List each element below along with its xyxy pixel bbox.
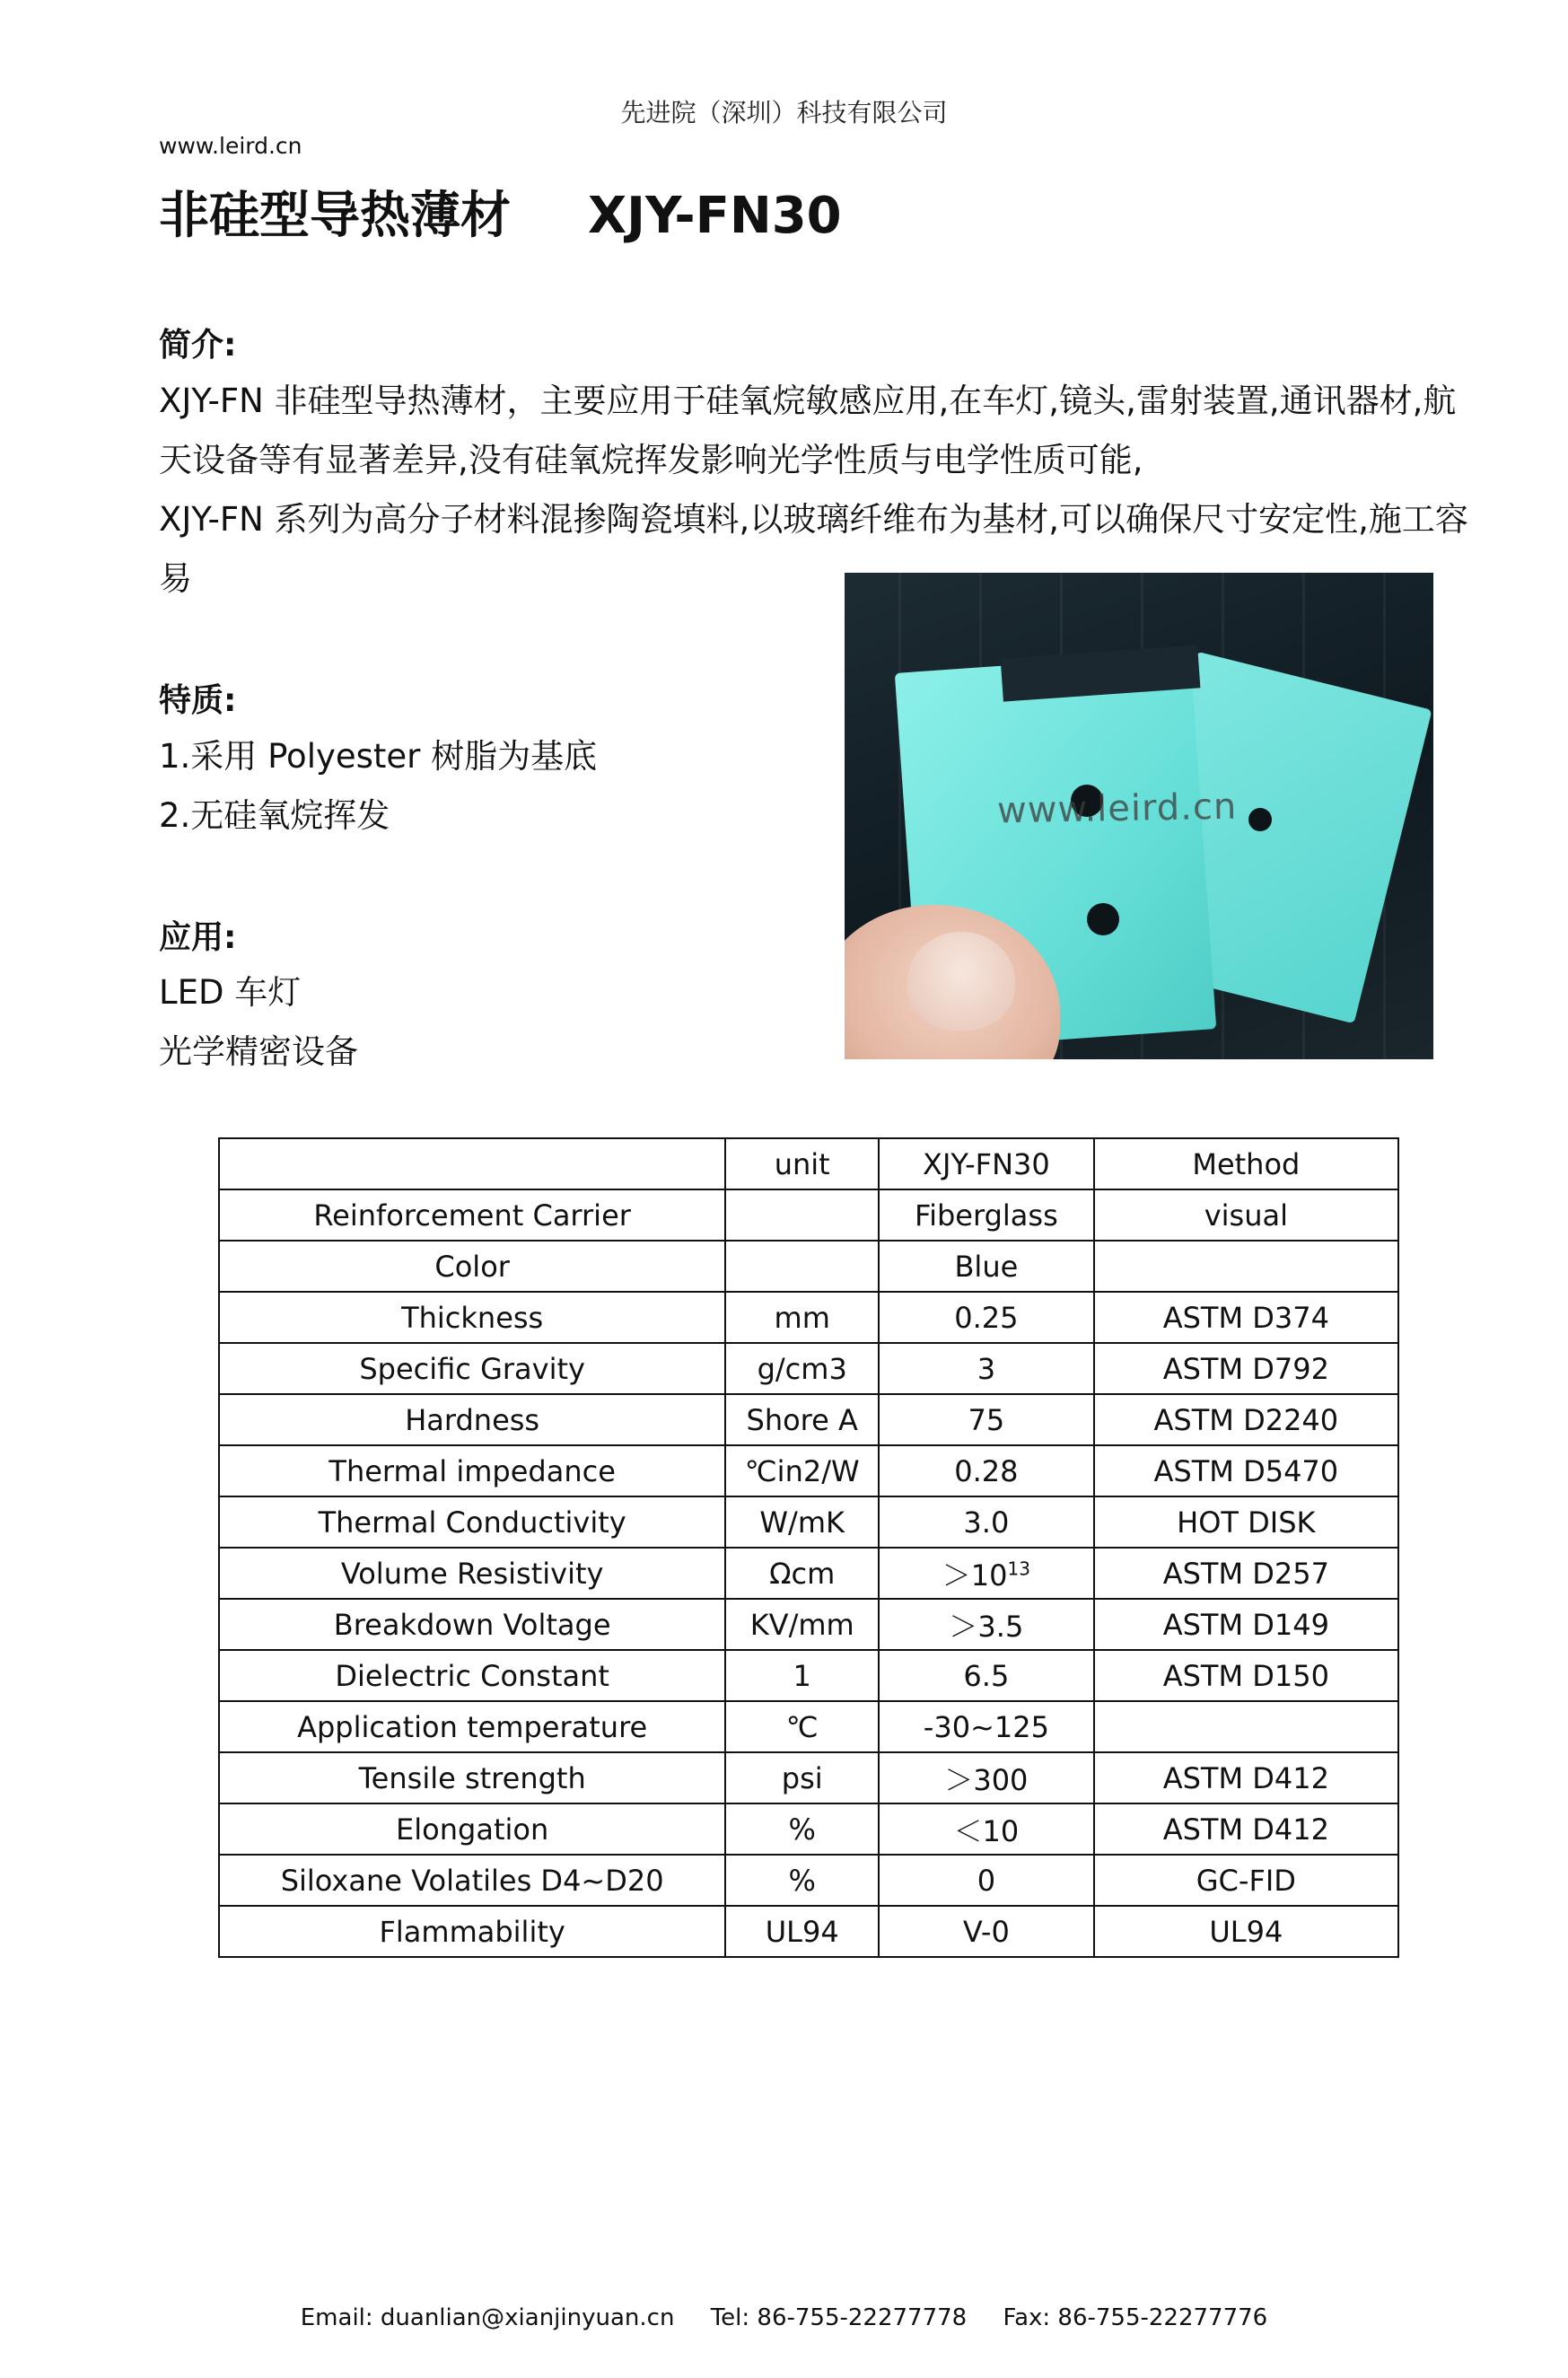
table-cell-text: % <box>788 1863 816 1898</box>
table-row <box>219 1548 1398 1599</box>
table-cell-text: HOT DISK <box>1177 1505 1316 1540</box>
table-header-cell: Method <box>1094 1138 1398 1189</box>
table-row <box>219 1599 1398 1650</box>
table-cell <box>1094 1650 1398 1701</box>
table-cell <box>219 1599 725 1650</box>
table-cell <box>1094 1906 1398 1957</box>
application-item: 光学精密设备 <box>159 1032 358 1071</box>
table-header-cell: unit <box>725 1138 879 1189</box>
table-cell <box>725 1241 879 1292</box>
title-model: XJY-FN30 <box>588 187 842 245</box>
table-cell-text: ASTM D792 <box>1162 1351 1329 1386</box>
features-heading: 特质: <box>159 682 237 719</box>
table-cell-text: ASTM D374 <box>1162 1300 1329 1335</box>
table-header-cell <box>219 1138 725 1189</box>
table-row <box>219 1241 1398 1292</box>
table-row <box>219 1752 1398 1803</box>
footer-email: Email: duanlian@xianjinyuan.cn <box>300 2304 675 2331</box>
table-cell-text: ＞10 <box>942 1558 1008 1593</box>
table-cell-text: ASTM D5470 <box>1153 1453 1339 1488</box>
table-cell <box>1094 1752 1398 1803</box>
table-cell <box>879 1292 1094 1343</box>
table-cell <box>219 1292 725 1343</box>
features-list <box>159 727 597 846</box>
table-cell <box>1094 1292 1398 1343</box>
page-title <box>159 176 842 248</box>
table-cell <box>879 1855 1094 1906</box>
table-cell <box>879 1803 1094 1855</box>
fingernail <box>907 932 1015 1031</box>
table-cell-text: ASTM D412 <box>1162 1812 1329 1847</box>
table-cell <box>725 1752 879 1803</box>
table-cell <box>725 1394 879 1445</box>
table-cell-text: UL94 <box>765 1914 839 1949</box>
table-cell-text: 75 <box>968 1402 1005 1437</box>
website-link[interactable]: www.leird.cn <box>159 133 302 159</box>
table-cell-text: Shore A <box>746 1402 858 1437</box>
product-photo <box>845 573 1433 1059</box>
table-cell-text: % <box>788 1812 816 1847</box>
table-cell-text: V-0 <box>962 1914 1010 1949</box>
table-cell-text: ℃ <box>785 1709 819 1744</box>
table-cell <box>1094 1241 1398 1292</box>
table-cell <box>879 1650 1094 1701</box>
exponent: 13 <box>1007 1557 1030 1579</box>
table-cell-text: ASTM D257 <box>1162 1556 1329 1591</box>
table-cell-text: Hardness <box>405 1402 540 1437</box>
table-header-row <box>219 1138 1398 1189</box>
intro-heading: 简介: <box>159 327 237 364</box>
table-cell-text: 3 <box>977 1351 996 1386</box>
application-item: LED 车灯 <box>159 973 302 1012</box>
table-row <box>219 1189 1398 1241</box>
table-cell <box>1094 1343 1398 1394</box>
table-row <box>219 1803 1398 1855</box>
intro-paragraph-1: XJY-FN 非硅型导热薄材，主要应用于硅氧烷敏感应用,在车灯,镜头,雷射装置,通讯器材,航天设备等有显著差异,没有硅氧烷挥发影响光学性质与电学性质可能, <box>159 382 1457 479</box>
table-cell-text: ASTM D150 <box>1162 1658 1329 1693</box>
table-cell <box>879 1241 1094 1292</box>
table-cell-text: Flammability <box>379 1914 565 1949</box>
table-cell <box>879 1906 1094 1957</box>
table-cell <box>1094 1445 1398 1496</box>
table-cell-text: KV/mm <box>749 1607 854 1642</box>
footer-tel: Tel: 86-755-22277778 <box>710 2304 968 2331</box>
table-row <box>219 1650 1398 1701</box>
table-cell <box>219 1906 725 1957</box>
table-cell <box>725 1189 879 1241</box>
table-row <box>219 1292 1398 1343</box>
table-cell <box>879 1752 1094 1803</box>
table-cell-text: psi <box>781 1760 823 1795</box>
footer-fax: Fax: 86-755-22277776 <box>1003 2304 1268 2331</box>
table-cell <box>219 1855 725 1906</box>
title-product-name: 非硅型导热薄材 <box>159 187 511 245</box>
table-cell <box>1094 1701 1398 1752</box>
table-cell <box>879 1599 1094 1650</box>
table-cell-text: 1 <box>793 1658 811 1693</box>
table-cell <box>879 1394 1094 1445</box>
table-cell-text: visual <box>1204 1198 1288 1233</box>
table-cell <box>219 1343 725 1394</box>
table-row <box>219 1496 1398 1548</box>
table-cell <box>879 1496 1094 1548</box>
table-cell <box>1094 1855 1398 1906</box>
table-cell-text: 0 <box>977 1863 996 1898</box>
table-row <box>219 1701 1398 1752</box>
applications-heading: 应用: <box>159 919 237 956</box>
table-cell <box>879 1548 1094 1599</box>
company-name: 先进院（深圳）科技有限公司 <box>620 98 948 127</box>
table-cell <box>725 1855 879 1906</box>
table-cell <box>725 1701 879 1752</box>
table-row <box>219 1906 1398 1957</box>
table-cell <box>219 1394 725 1445</box>
applications-list <box>159 963 358 1082</box>
table-row <box>219 1343 1398 1394</box>
table-cell <box>725 1599 879 1650</box>
feature-item: 2.无硅氧烷挥发 <box>159 796 390 835</box>
table-cell-text: g/cm3 <box>757 1351 847 1386</box>
table-cell-text: ＜10 <box>953 1813 1020 1848</box>
table-cell <box>219 1445 725 1496</box>
table-cell-text: ＞300 <box>944 1762 1029 1797</box>
table-cell-text: 0.28 <box>954 1453 1019 1488</box>
table-cell-text: ASTM D149 <box>1162 1607 1329 1642</box>
table-cell <box>725 1292 879 1343</box>
table-cell-text: W/mK <box>759 1505 845 1540</box>
table-cell <box>1094 1394 1398 1445</box>
table-cell-text: Specific Gravity <box>359 1351 585 1386</box>
table-cell <box>219 1189 725 1241</box>
table-cell <box>725 1548 879 1599</box>
table-cell-text: Siloxane Volatiles D4~D20 <box>280 1863 664 1898</box>
photo-watermark: www.leird.cn <box>996 785 1238 832</box>
table-cell-text: Blue <box>954 1249 1019 1284</box>
table-cell <box>219 1241 725 1292</box>
table-cell-text: Volume Resistivity <box>340 1556 604 1591</box>
table-cell-text: Thermal impedance <box>328 1453 616 1488</box>
table-cell <box>219 1650 725 1701</box>
table-cell-text: Thermal Conductivity <box>318 1505 626 1540</box>
table-cell-text: Ωcm <box>769 1556 836 1591</box>
table-cell-text: 0.25 <box>954 1300 1019 1335</box>
table-row <box>219 1855 1398 1906</box>
table-cell <box>219 1548 725 1599</box>
table-cell <box>879 1343 1094 1394</box>
table-cell <box>879 1445 1094 1496</box>
pad-hole <box>1087 903 1119 935</box>
table-cell-text: Thickness <box>401 1300 544 1335</box>
table-cell-text: 6.5 <box>963 1658 1010 1693</box>
spec-table <box>218 1137 1399 1958</box>
table-cell <box>1094 1803 1398 1855</box>
table-cell <box>725 1650 879 1701</box>
table-row <box>219 1445 1398 1496</box>
table-cell-text: ℃in2/W <box>744 1453 860 1488</box>
table-cell-text: Breakdown Voltage <box>333 1607 611 1642</box>
table-cell-text: Fiberglass <box>915 1198 1058 1233</box>
table-cell <box>725 1803 879 1855</box>
table-cell-text: ASTM D412 <box>1162 1760 1329 1795</box>
table-cell <box>1094 1548 1398 1599</box>
intro-paragraph-2: XJY-FN 系列为高分子材料混掺陶瓷填料,以玻璃纤维布为基材,可以确保尺寸安定性,施工容易 <box>159 500 1468 598</box>
table-cell-text: Tensile strength <box>358 1760 586 1795</box>
table-header-cell: XJY-FN30 <box>879 1138 1094 1189</box>
table-cell <box>1094 1599 1398 1650</box>
table-cell-text: ＞3.5 <box>949 1609 1024 1644</box>
table-cell-text: GC-FID <box>1196 1863 1296 1898</box>
table-cell-text: Dielectric Constant <box>335 1658 609 1693</box>
table-cell-text: UL94 <box>1209 1914 1283 1949</box>
table-cell <box>879 1189 1094 1241</box>
table-cell <box>219 1496 725 1548</box>
table-cell <box>725 1906 879 1957</box>
table-cell <box>725 1343 879 1394</box>
table-cell-text: Elongation <box>396 1812 549 1847</box>
table-cell-text: mm <box>774 1300 830 1335</box>
table-cell <box>219 1803 725 1855</box>
table-cell-text: Application temperature <box>297 1709 648 1744</box>
table-cell <box>725 1445 879 1496</box>
table-cell-text: -30~125 <box>923 1709 1049 1744</box>
table-cell <box>219 1752 725 1803</box>
table-cell-text: ASTM D2240 <box>1153 1402 1339 1437</box>
feature-item: 1.采用 Polyester 树脂为基底 <box>159 737 598 776</box>
table-cell <box>725 1496 879 1548</box>
table-cell <box>879 1701 1094 1752</box>
table-cell <box>1094 1496 1398 1548</box>
pad-hole <box>1248 808 1272 831</box>
table-row <box>219 1394 1398 1445</box>
table-cell <box>1094 1189 1398 1241</box>
table-cell-text: 3.0 <box>963 1505 1010 1540</box>
table-cell-text: Reinforcement Carrier <box>313 1198 631 1233</box>
table-cell <box>219 1701 725 1752</box>
footer-contact <box>0 2304 1568 2331</box>
table-cell-text: Color <box>434 1249 510 1284</box>
